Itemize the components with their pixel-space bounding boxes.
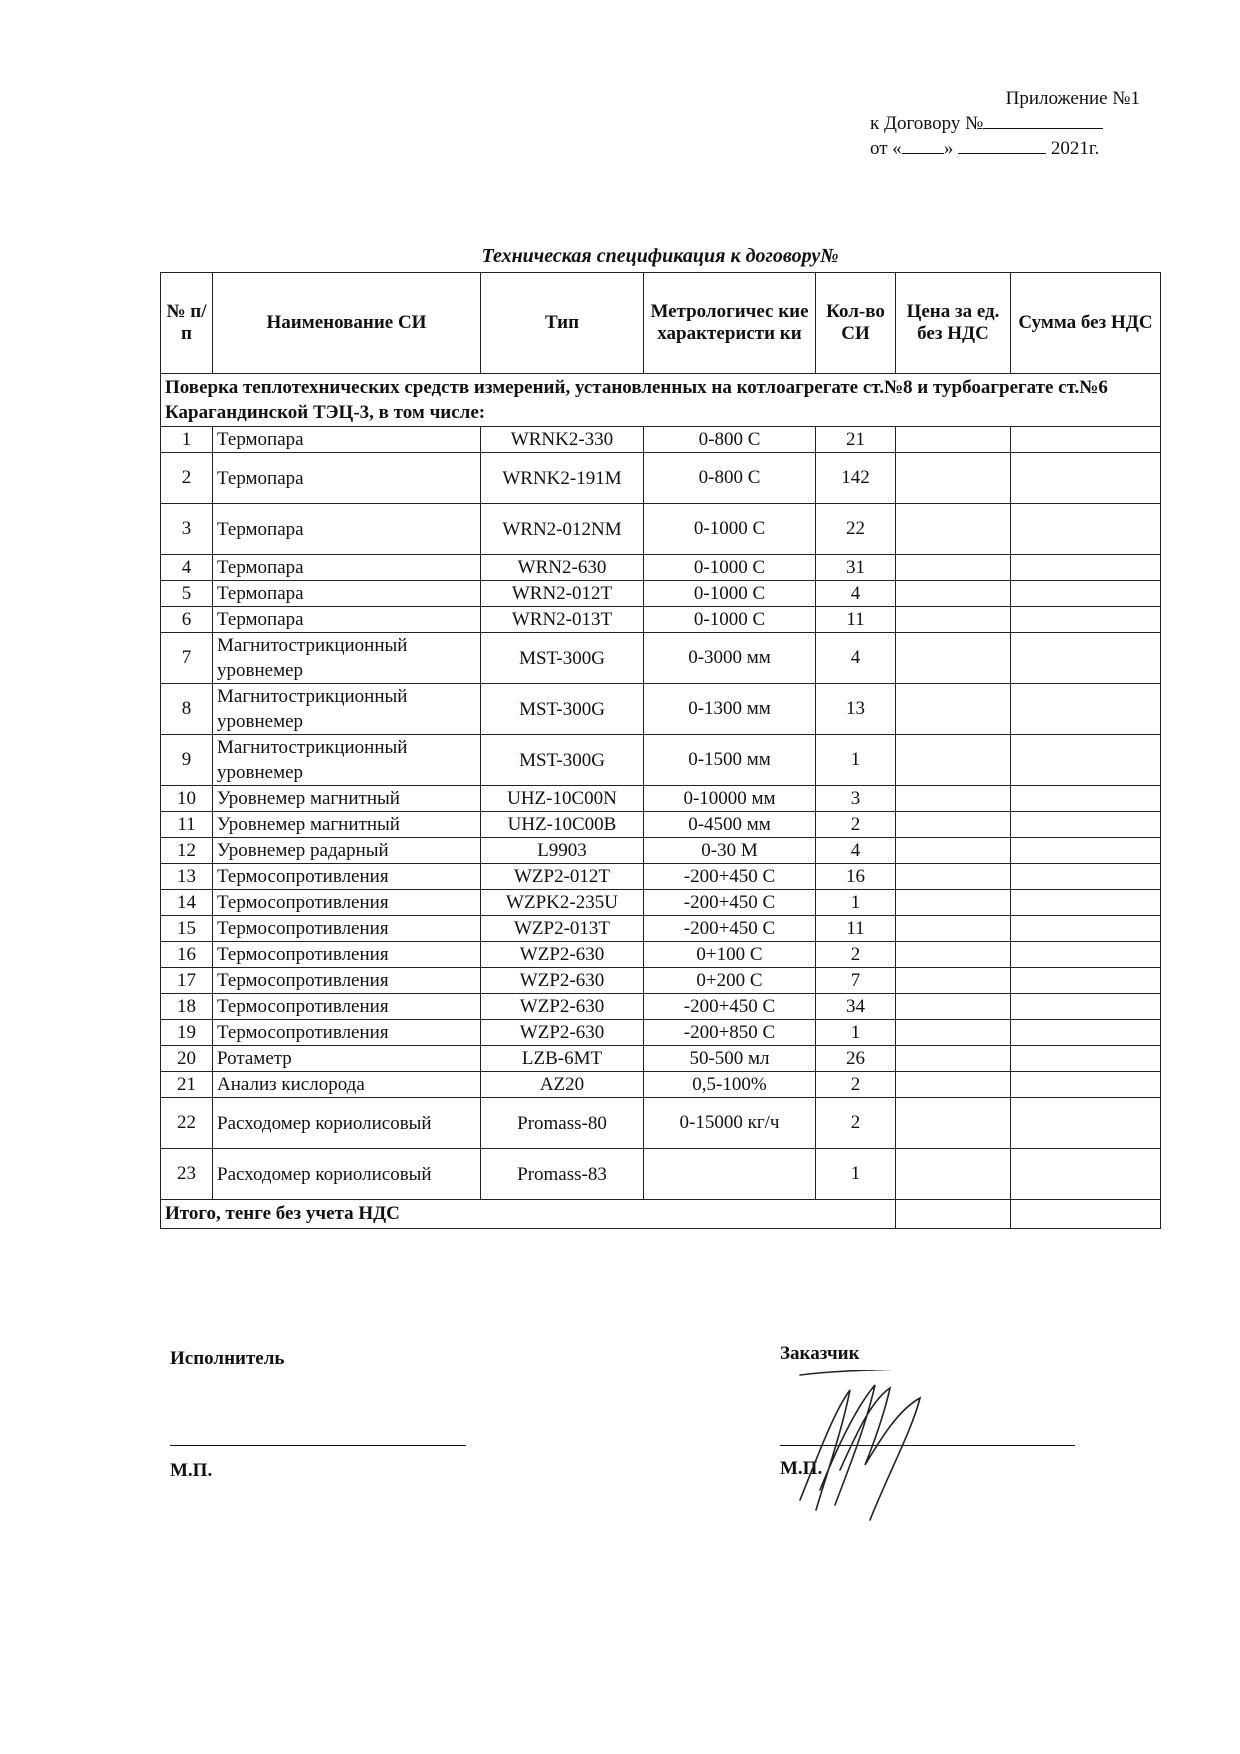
- cell-price: [896, 633, 1011, 684]
- cell-characteristics: 0-1000 С: [644, 607, 816, 633]
- cell-name: Ротаметр: [213, 1046, 481, 1072]
- cell-price: [896, 1072, 1011, 1098]
- cell-type: UHZ-10C00N: [481, 786, 644, 812]
- cell-characteristics: 0,5-100%: [644, 1072, 816, 1098]
- cell-name: Термопара: [213, 427, 481, 453]
- customer-label: Заказчик: [780, 1343, 860, 1364]
- cell-quantity: 2: [816, 1098, 896, 1149]
- total-row: [161, 1200, 1161, 1229]
- handwritten-signature: [780, 1370, 980, 1530]
- cell-quantity: 7: [816, 968, 896, 994]
- table-row: [161, 786, 1161, 812]
- table-row: [161, 1098, 1161, 1149]
- cell-name: Термосопротивления: [213, 1020, 481, 1046]
- cell-characteristics: 0+100 С: [644, 942, 816, 968]
- cell-sum: [1011, 1020, 1161, 1046]
- table-row: [161, 684, 1161, 735]
- cell-num: 23: [161, 1149, 213, 1200]
- cell-name: Термосопротивления: [213, 864, 481, 890]
- cell-name: Термопара: [213, 555, 481, 581]
- cell-characteristics: 0-4500 мм: [644, 812, 816, 838]
- cell-sum: [1011, 838, 1161, 864]
- cell-sum: [1011, 735, 1161, 786]
- table-row: [161, 812, 1161, 838]
- cell-name: Термопара: [213, 607, 481, 633]
- cell-price: [896, 607, 1011, 633]
- cell-price: [896, 1020, 1011, 1046]
- cell-type: MST-300G: [481, 633, 644, 684]
- cell-name: Термосопротивления: [213, 890, 481, 916]
- cell-num: 1: [161, 427, 213, 453]
- cell-type: WZP2-630: [481, 994, 644, 1020]
- cell-quantity: 13: [816, 684, 896, 735]
- cell-price: [896, 786, 1011, 812]
- table-row: [161, 890, 1161, 916]
- cell-sum: [1011, 453, 1161, 504]
- cell-quantity: 142: [816, 453, 896, 504]
- cell-sum: [1011, 968, 1161, 994]
- section-heading: Поверка теплотехнических средств измерений, установленных на котлоагрегате ст.№8 и турбоагрегате ст.№6 Карагандинской ТЭЦ-3, в том числе:: [161, 374, 1161, 427]
- cell-sum: [1011, 1149, 1161, 1200]
- cell-num: 17: [161, 968, 213, 994]
- cell-quantity: 11: [816, 916, 896, 942]
- cell-sum: [1011, 607, 1161, 633]
- cell-num: 22: [161, 1098, 213, 1149]
- cell-type: WRNK2-191M: [481, 453, 644, 504]
- cell-quantity: 3: [816, 786, 896, 812]
- date-month-blank: [958, 136, 1046, 154]
- cell-sum: [1011, 942, 1161, 968]
- cell-quantity: 21: [816, 427, 896, 453]
- table-row: [161, 607, 1161, 633]
- cell-type: Promass-83: [481, 1149, 644, 1200]
- customer-stamp-label: М.П.: [780, 1458, 823, 1479]
- cell-quantity: 11: [816, 607, 896, 633]
- header-price: Цена за ед. без НДС: [896, 273, 1011, 374]
- header-sum: Сумма без НДС: [1011, 273, 1161, 374]
- cell-num: 19: [161, 1020, 213, 1046]
- table-row: [161, 1020, 1161, 1046]
- cell-characteristics: -200+450 С: [644, 994, 816, 1020]
- table-row: [161, 994, 1161, 1020]
- table-row: [161, 555, 1161, 581]
- cell-quantity: 16: [816, 864, 896, 890]
- cell-num: 16: [161, 942, 213, 968]
- cell-name: Термосопротивления: [213, 994, 481, 1020]
- cell-price: [896, 581, 1011, 607]
- cell-characteristics: 0+200 С: [644, 968, 816, 994]
- date-open-quote: от «: [870, 138, 902, 159]
- cell-quantity: 4: [816, 838, 896, 864]
- cell-characteristics: 0-1300 мм: [644, 684, 816, 735]
- cell-name: Термопара: [213, 581, 481, 607]
- header-quantity: Кол-во СИ: [816, 273, 896, 374]
- cell-characteristics: 0-3000 мм: [644, 633, 816, 684]
- cell-sum: [1011, 504, 1161, 555]
- appendix-block: [870, 86, 1140, 161]
- cell-price: [896, 1098, 1011, 1149]
- document-title: Техническая спецификация к договору№: [481, 245, 839, 267]
- cell-type: MST-300G: [481, 735, 644, 786]
- contract-number-label: к Договору №: [870, 113, 984, 134]
- table-row: [161, 864, 1161, 890]
- cell-characteristics: -200+850 С: [644, 1020, 816, 1046]
- cell-characteristics: 0-30 М: [644, 838, 816, 864]
- contract-date-line: [870, 136, 1140, 161]
- cell-price: [896, 916, 1011, 942]
- cell-name: Расходомер кориолисовый: [213, 1149, 481, 1200]
- contract-number-blank: [983, 111, 1103, 129]
- cell-price: [896, 1149, 1011, 1200]
- cell-characteristics: -200+450 С: [644, 864, 816, 890]
- total-label: Итого, тенге без учета НДС: [161, 1200, 896, 1229]
- cell-type: WZP2-630: [481, 942, 644, 968]
- cell-sum: [1011, 633, 1161, 684]
- cell-name: Термопара: [213, 504, 481, 555]
- appendix-title: Приложение №1: [1005, 88, 1140, 109]
- date-day-blank: [902, 136, 944, 154]
- cell-quantity: 26: [816, 1046, 896, 1072]
- cell-num: 12: [161, 838, 213, 864]
- cell-type: L9903: [481, 838, 644, 864]
- cell-characteristics: 0-1000 С: [644, 581, 816, 607]
- table-row: [161, 838, 1161, 864]
- cell-num: 7: [161, 633, 213, 684]
- cell-type: WZPK2-235U: [481, 890, 644, 916]
- cell-type: UHZ-10C00B: [481, 812, 644, 838]
- cell-characteristics: 0-800 С: [644, 427, 816, 453]
- cell-price: [896, 838, 1011, 864]
- table-row: [161, 453, 1161, 504]
- cell-type: MST-300G: [481, 684, 644, 735]
- cell-num: 11: [161, 812, 213, 838]
- cell-num: 21: [161, 1072, 213, 1098]
- cell-name: Магнитострикционный уровнемер: [213, 633, 481, 684]
- cell-price: [896, 453, 1011, 504]
- cell-name: Уровнемер радарный: [213, 838, 481, 864]
- cell-type: WRN2-012T: [481, 581, 644, 607]
- cell-price: [896, 812, 1011, 838]
- table-row: [161, 735, 1161, 786]
- executor-label: Исполнитель: [170, 1348, 285, 1369]
- cell-type: WZP2-630: [481, 968, 644, 994]
- cell-quantity: 1: [816, 735, 896, 786]
- cell-price: [896, 427, 1011, 453]
- cell-name: Термопара: [213, 453, 481, 504]
- cell-type: WZP2-013T: [481, 916, 644, 942]
- cell-num: 20: [161, 1046, 213, 1072]
- cell-name: Уровнемер магнитный: [213, 812, 481, 838]
- cell-sum: [1011, 581, 1161, 607]
- cell-price: [896, 942, 1011, 968]
- cell-price: [896, 890, 1011, 916]
- cell-price: [896, 735, 1011, 786]
- cell-num: 14: [161, 890, 213, 916]
- cell-price: [896, 994, 1011, 1020]
- cell-sum: [1011, 427, 1161, 453]
- cell-num: 5: [161, 581, 213, 607]
- cell-quantity: 1: [816, 1020, 896, 1046]
- cell-quantity: 4: [816, 581, 896, 607]
- cell-quantity: 22: [816, 504, 896, 555]
- cell-characteristics: [644, 1149, 816, 1200]
- cell-type: WZP2-630: [481, 1020, 644, 1046]
- header-type: Тип: [481, 273, 644, 374]
- cell-name: Термосопротивления: [213, 968, 481, 994]
- header-name: Наименование СИ: [213, 273, 481, 374]
- table-row: [161, 1072, 1161, 1098]
- cell-price: [896, 968, 1011, 994]
- executor-stamp-label: М.П.: [170, 1460, 213, 1481]
- cell-sum: [1011, 890, 1161, 916]
- header-num: № п/п: [161, 273, 213, 374]
- cell-num: 18: [161, 994, 213, 1020]
- cell-quantity: 2: [816, 1072, 896, 1098]
- date-year: 2021г.: [1050, 138, 1100, 159]
- cell-quantity: 4: [816, 633, 896, 684]
- cell-characteristics: 0-1000 С: [644, 555, 816, 581]
- cell-sum: [1011, 994, 1161, 1020]
- header-characteristics: Метрологичес кие характеристи ки: [644, 273, 816, 374]
- cell-sum: [1011, 684, 1161, 735]
- cell-num: 9: [161, 735, 213, 786]
- cell-type: WZP2-012T: [481, 864, 644, 890]
- cell-num: 2: [161, 453, 213, 504]
- table-row: [161, 504, 1161, 555]
- table-row: [161, 1149, 1161, 1200]
- cell-type: WRN2-630: [481, 555, 644, 581]
- cell-num: 8: [161, 684, 213, 735]
- cell-sum: [1011, 1046, 1161, 1072]
- cell-quantity: 1: [816, 1149, 896, 1200]
- cell-num: 15: [161, 916, 213, 942]
- cell-price: [896, 864, 1011, 890]
- table-row: [161, 1046, 1161, 1072]
- table-row: [161, 427, 1161, 453]
- table-row: [161, 968, 1161, 994]
- cell-quantity: 31: [816, 555, 896, 581]
- cell-characteristics: 0-1000 С: [644, 504, 816, 555]
- cell-sum: [1011, 812, 1161, 838]
- cell-name: Уровнемер магнитный: [213, 786, 481, 812]
- cell-type: WRN2-012NM: [481, 504, 644, 555]
- table-row: [161, 633, 1161, 684]
- cell-type: WRNK2-330: [481, 427, 644, 453]
- cell-sum: [1011, 1098, 1161, 1149]
- cell-name: Магнитострикционный уровнемер: [213, 735, 481, 786]
- cell-sum: [1011, 786, 1161, 812]
- cell-name: Расходомер кориолисовый: [213, 1098, 481, 1149]
- cell-quantity: 2: [816, 942, 896, 968]
- cell-quantity: 1: [816, 890, 896, 916]
- cell-type: LZB-6MT: [481, 1046, 644, 1072]
- cell-price: [896, 684, 1011, 735]
- cell-sum: [1011, 1072, 1161, 1098]
- cell-sum: [1011, 555, 1161, 581]
- cell-name: Термосопротивления: [213, 942, 481, 968]
- cell-name: Анализ кислорода: [213, 1072, 481, 1098]
- cell-characteristics: 0-800 С: [644, 453, 816, 504]
- cell-type: AZ20: [481, 1072, 644, 1098]
- contract-number-line: [870, 111, 1140, 136]
- date-close-quote: »: [943, 138, 954, 159]
- cell-sum: [1011, 864, 1161, 890]
- cell-characteristics: 0-10000 мм: [644, 786, 816, 812]
- cell-characteristics: -200+450 С: [644, 916, 816, 942]
- cell-quantity: 34: [816, 994, 896, 1020]
- total-price: [896, 1200, 1011, 1229]
- cell-characteristics: -200+450 С: [644, 890, 816, 916]
- cell-price: [896, 504, 1011, 555]
- cell-type: WRN2-013T: [481, 607, 644, 633]
- cell-characteristics: 0-1500 мм: [644, 735, 816, 786]
- table-row: [161, 916, 1161, 942]
- executor-signature-line: [170, 1445, 466, 1446]
- cell-quantity: 2: [816, 812, 896, 838]
- table-row: [161, 581, 1161, 607]
- section-row: [161, 374, 1161, 427]
- cell-sum: [1011, 916, 1161, 942]
- cell-name: Термосопротивления: [213, 916, 481, 942]
- cell-num: 6: [161, 607, 213, 633]
- cell-characteristics: 0-15000 кг/ч: [644, 1098, 816, 1149]
- cell-price: [896, 555, 1011, 581]
- total-sum: [1011, 1200, 1161, 1229]
- cell-num: 10: [161, 786, 213, 812]
- specification-table: [160, 272, 1161, 1229]
- table-header-row: [161, 273, 1161, 374]
- cell-characteristics: 50-500 мл: [644, 1046, 816, 1072]
- cell-num: 13: [161, 864, 213, 890]
- cell-num: 4: [161, 555, 213, 581]
- table-row: [161, 942, 1161, 968]
- cell-type: Promass-80: [481, 1098, 644, 1149]
- cell-name: Магнитострикционный уровнемер: [213, 684, 481, 735]
- cell-price: [896, 1046, 1011, 1072]
- cell-num: 3: [161, 504, 213, 555]
